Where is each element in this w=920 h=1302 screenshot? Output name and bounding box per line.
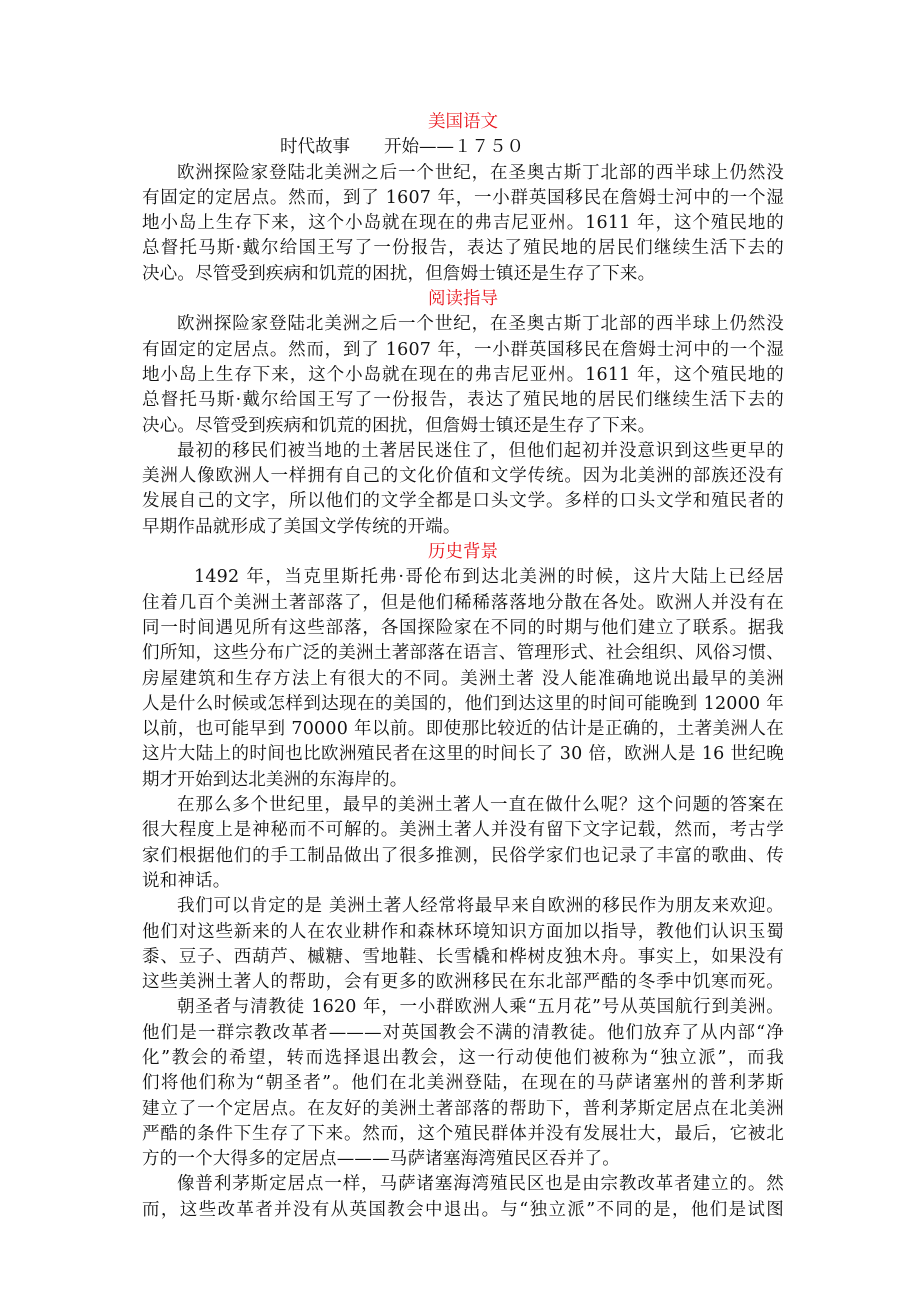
text-line: 地小岛上生存下来，这个小岛就在现在的弗吉尼亚州。1611 年，这个殖民地的 (142, 213, 784, 234)
text-line: 严酷的条件下生存了下来。然而，这个殖民群体并没有发展壮大，最后，它被北 (142, 1123, 784, 1144)
paragraph-history-1 (142, 565, 784, 793)
section-heading-history: 历史背景 (428, 542, 498, 563)
text-line: 方的一个大得多的定居点———马萨诸塞海湾殖民区吞并了。 (142, 1149, 620, 1170)
text-line: 发展自己的文字，所以他们的文学全都是口头文学。多样的口头文学和殖民者的 (142, 491, 784, 512)
document-subtitle (142, 135, 784, 160)
text-line: 很大程度上是神秘而不可解的。美洲土著人并没有留下文字记载，然而，考古学 (142, 820, 784, 841)
document-page (142, 110, 784, 1223)
text-line: 化”教会的希望，转而选择退出教会，这一行动使他们被称为“独立派”，而我 (142, 1047, 784, 1068)
text-line: 美洲人像欧洲人一样拥有自己的文化价值和文学传统。因为北美洲的部族还没有 (142, 466, 784, 487)
subtitle-part2: 开始——１７５０ (384, 137, 524, 158)
text-line: 们将他们称为“朝圣者”。他们在北美洲登陆，在现在的马萨诸塞州的普利茅斯 (142, 1073, 784, 1094)
section-heading-reading-guide: 阅读指导 (428, 289, 498, 310)
text-line: 们所知，这些分布广泛的美洲土著部落在语言、管理形式、社会组织、风俗习惯、 (142, 643, 784, 664)
text-line: 而，这些改革者并没有从英国教会中退出。与“独立派”不同的是，他们是试图 (142, 1199, 784, 1220)
text-line: 人是什么时候或怎样到达现在的美国的，他们到达这里的时间可能晚到 12000 年 (142, 693, 784, 714)
text-line: 欧洲探险家登陆北美洲之后一个世纪，在圣奥古斯丁北部的西半球上仍然没 (177, 162, 784, 183)
text-line: 地小岛上生存下来，这个小岛就在现在的弗吉尼亚州。1611 年，这个殖民地的 (142, 364, 784, 385)
paragraph-history-2 (142, 793, 784, 894)
text-line: 像普利茅斯定居点一样，马萨诸塞海湾殖民区也是由宗教改革者建立的。然 (177, 1174, 784, 1195)
text-line: 欧洲探险家登陆北美洲之后一个世纪，在圣奥古斯丁北部的西半球上仍然没 (177, 314, 784, 335)
paragraph-history-4 (142, 995, 784, 1172)
paragraph-intro (142, 161, 784, 287)
text-line: 家们根据他们的手工制品做出了很多推测，民俗学家们也记录了丰富的歌曲、传 (142, 845, 784, 866)
text-line: 在那么多个世纪里，最早的美洲土著人一直在做什么呢？这个问题的答案在 (177, 795, 784, 816)
text-line: 这片大陆上的时间也比欧洲殖民者在这里的时间长了 30 倍，欧洲人是 16 世纪晚 (142, 744, 784, 765)
subtitle-part1: 时代故事 (280, 137, 350, 158)
text-line: 住着几百个美洲土著部落了，但是他们稀稀落落地分散在各处。欧洲人并没有在 (142, 592, 784, 613)
text-line: 最初的移民们被当地的土著居民迷住了，但他们起初并没意识到这些更早的 (177, 440, 784, 461)
text-line: 总督托马斯·戴尔给国王写了一份报告，表达了殖民地的居民们继续生活下去的 (142, 238, 784, 259)
paragraph-reading-guide-2 (142, 439, 784, 540)
text-line: 有固定的定居点。然而，到了 1607 年，一小群英国移民在詹姆士河中的一个湿 (142, 339, 784, 360)
text-line: 总督托马斯·戴尔给国王写了一份报告，表达了殖民地的居民们继续生活下去的 (142, 390, 784, 411)
text-line: 我们可以肯定的是 美洲土著人经常将最早来自欧洲的移民作为朋友来欢迎。 (177, 896, 784, 917)
text-line: 他们对这些新来的人在农业耕作和森林环境知识方面加以指导，教他们认识玉蜀 (142, 921, 784, 942)
text-line: 1492 年，当克里斯托弗·哥伦布到达北美洲的时候，这片大陆上已经居 (194, 567, 784, 588)
text-line: 决心。尽管受到疾病和饥荒的困扰，但詹姆士镇还是生存了下来。 (142, 415, 656, 436)
text-line: 朝圣者与清教徒 1620 年，一小群欧洲人乘“五月花”号从英国航行到美洲。 (177, 997, 784, 1018)
paragraph-history-3 (142, 894, 784, 995)
text-line: 同一时间遇见所有这些部落，各国探险家在不同的时期与他们建立了联系。据我 (142, 617, 784, 638)
text-line: 决心。尽管受到疾病和饥荒的困扰，但詹姆士镇还是生存了下来。 (142, 263, 656, 284)
text-line: 说和神话。 (142, 870, 231, 891)
text-line: 他们是一群宗教改革者———对英国教会不满的清教徒。他们放弃了从内部“净 (142, 1022, 784, 1043)
text-line: 建立了一个定居点。在友好的美洲土著部落的帮助下，普利茅斯定居点在北美洲 (142, 1098, 784, 1119)
text-line: 早期作品就形成了美国文学传统的开端。 (142, 516, 461, 537)
document-title: 美国语文 (428, 112, 498, 132)
text-line: 以前，也可能早到 70000 年以前。即使那比较近的估计是正确的，土著美洲人在 (142, 719, 784, 740)
text-line: 期才开始到达北美洲的东海岸的。 (142, 769, 408, 790)
text-line: 这些美洲土著人的帮助，会有更多的欧洲移民在东北部严酷的冬季中饥寒而死。 (142, 972, 784, 993)
text-line: 房屋建筑和生存方法上有很大的不同。美洲土著 没人能准确地说出最早的美洲 (142, 668, 784, 689)
paragraph-history-5 (142, 1172, 784, 1223)
text-line: 黍、豆子、西葫芦、槭糖、雪地鞋、长雪橇和桦树皮独木舟。事实上，如果没有 (142, 946, 784, 967)
paragraph-reading-guide-1 (142, 312, 784, 438)
text-line: 有固定的定居点。然而，到了 1607 年，一小群英国移民在詹姆士河中的一个湿 (142, 187, 784, 208)
